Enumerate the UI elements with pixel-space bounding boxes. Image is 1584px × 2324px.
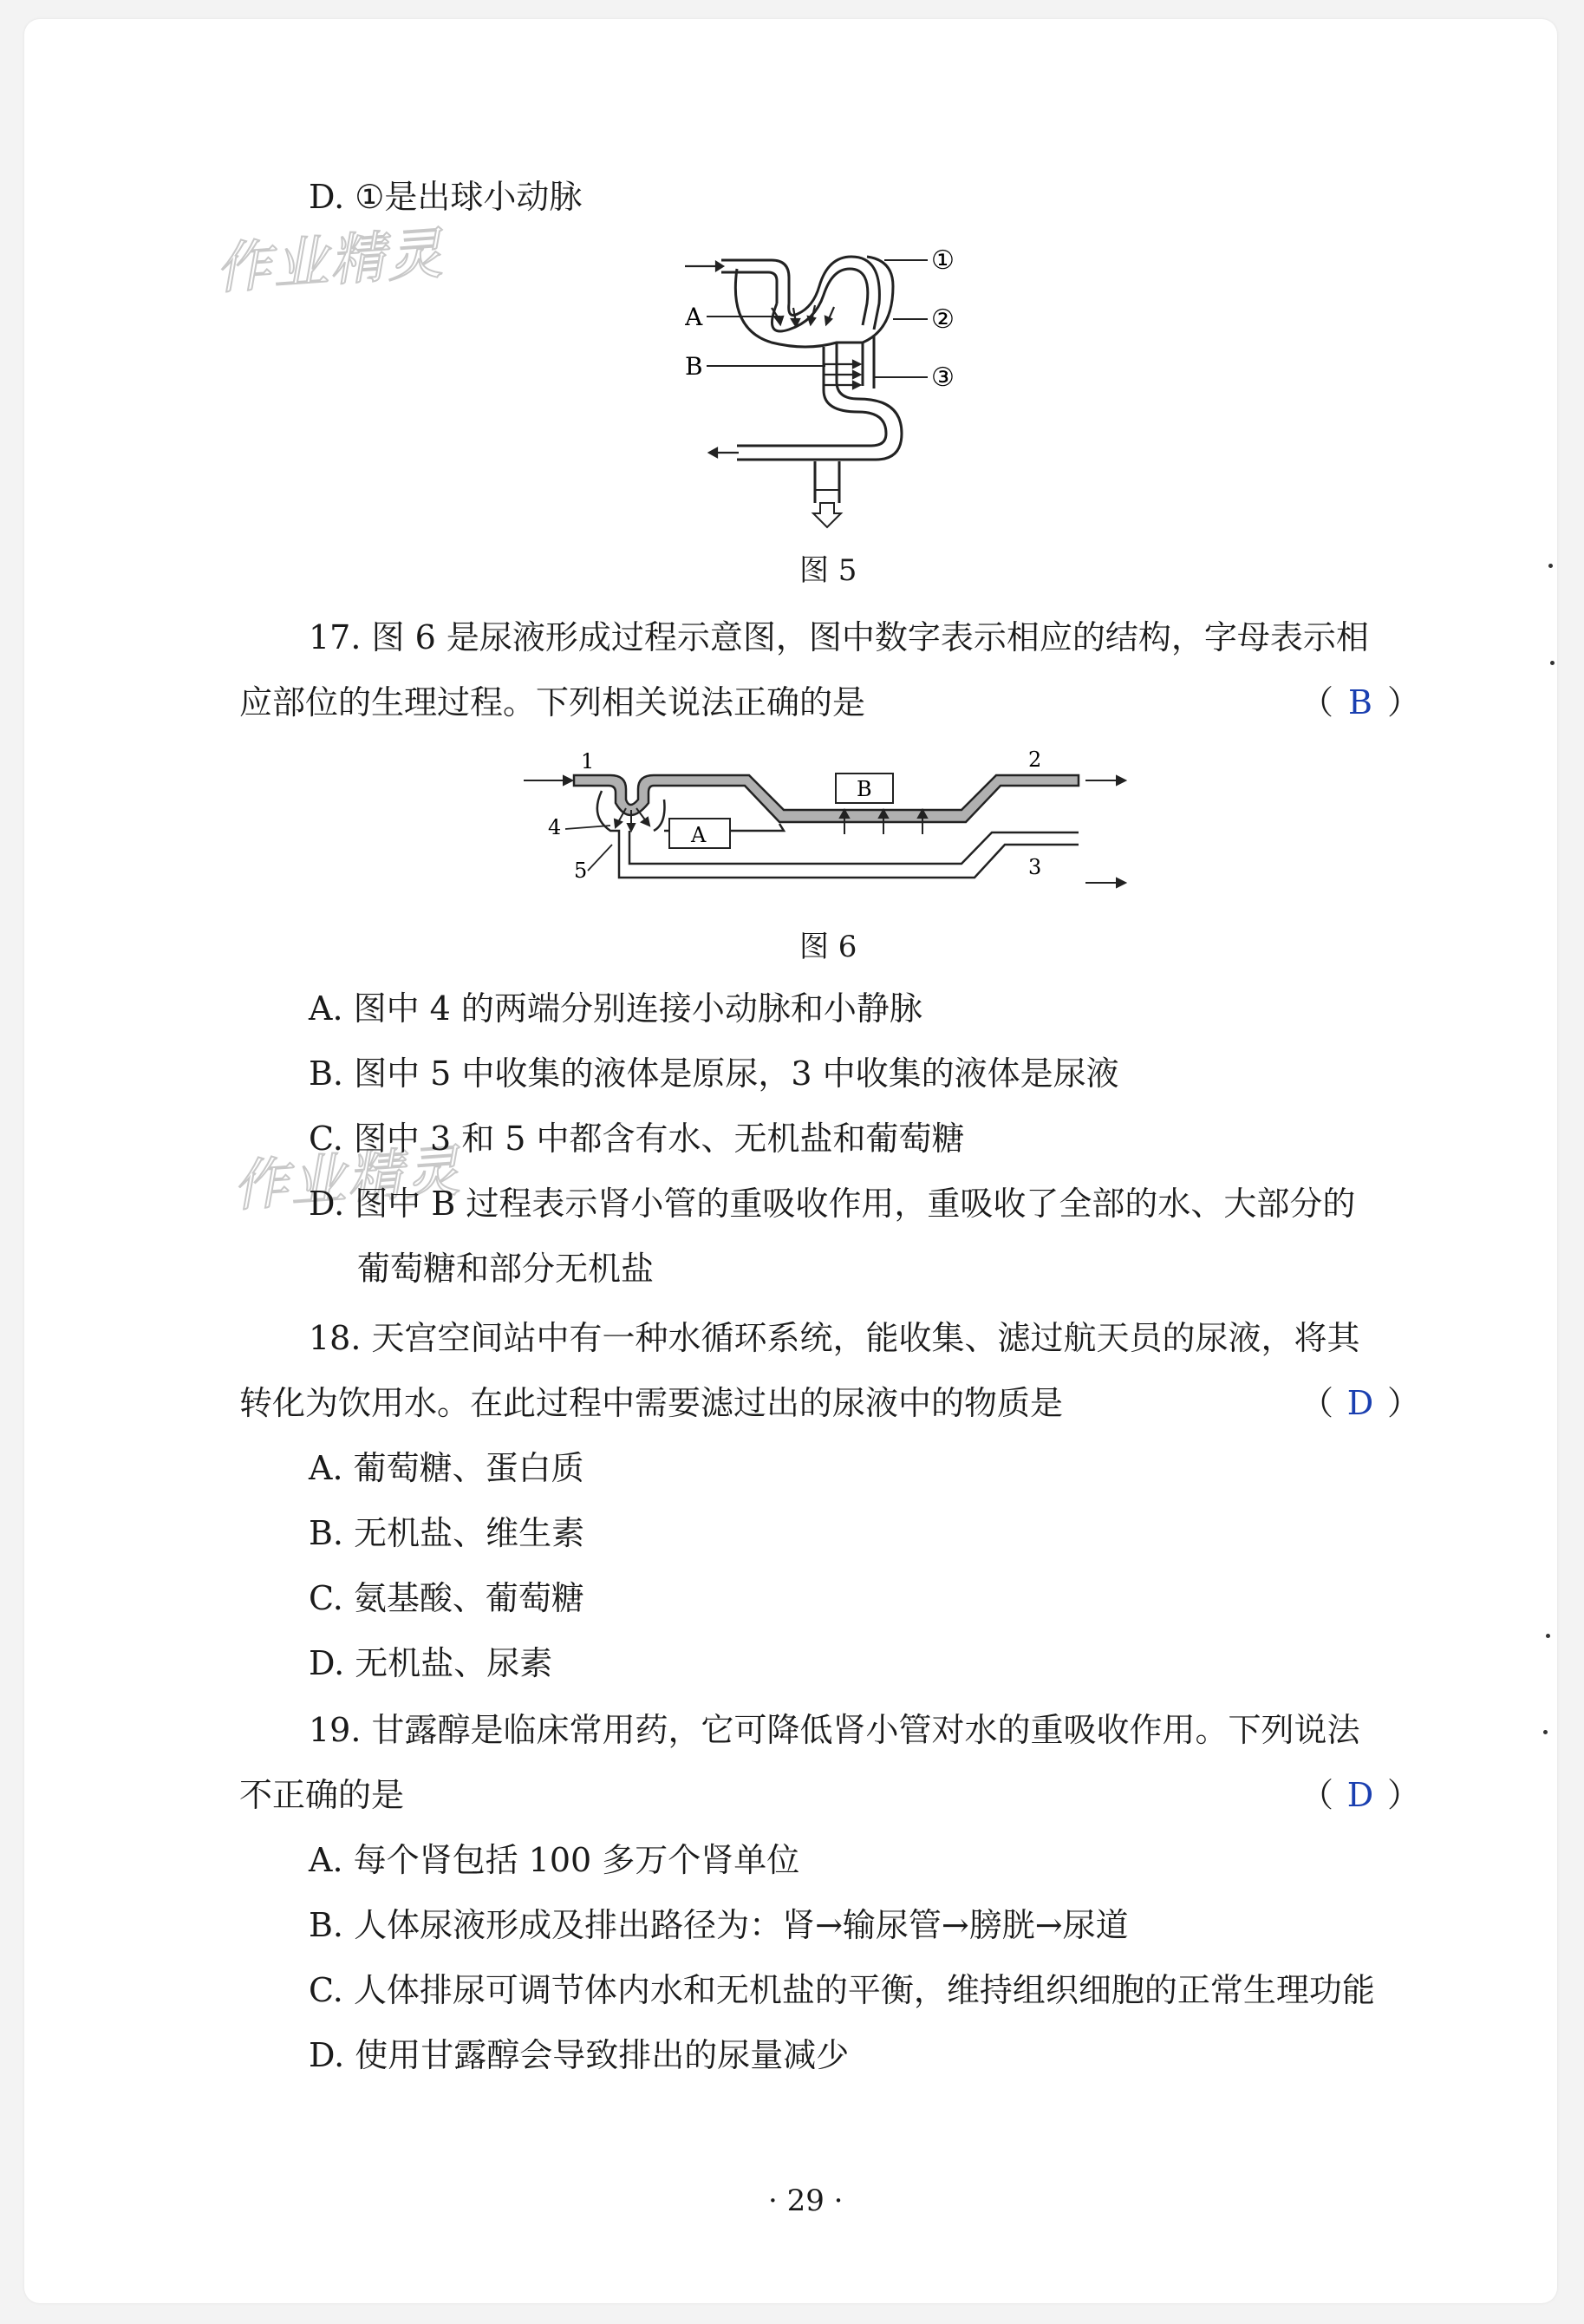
scan-speck [1550, 661, 1555, 665]
figure-6-caption: 图 6 [799, 930, 857, 964]
q17-option-a: A. 图中 4 的两端分别连接小动脉和小静脉 [309, 989, 922, 1028]
q17-option-d-line-1: D. 图中 B 过程表示肾小管的重吸收作用，重吸收了全部的水、大部分的 [309, 1185, 1356, 1223]
fig5-label-2: ② [931, 304, 955, 335]
watermark: 作业精灵 [231, 1139, 464, 1220]
figure-5-diagram [685, 234, 971, 529]
q19-option-a: A. 每个肾包括 100 多万个肾单位 [309, 1841, 800, 1879]
q17-answer: B [1348, 683, 1372, 721]
fig5-label-1: ① [931, 245, 955, 276]
q17-option-d-line-2: 葡萄糖和部分无机盐 [357, 1250, 655, 1288]
paren-close: ） [1387, 1384, 1421, 1422]
q18-answer: D [1346, 1384, 1374, 1422]
fig6-label-5: 5 [574, 858, 588, 883]
scan-speck [1543, 1730, 1548, 1734]
paren-close: ） [1387, 1776, 1421, 1814]
page-number: · 29 · [768, 2184, 844, 2218]
q19-answer: D [1346, 1776, 1374, 1814]
q19-stem-line-2: 不正确的是 [239, 1776, 405, 1814]
fig5-label-a: A [685, 303, 703, 331]
paren-open: （ [1300, 683, 1334, 721]
watermark: 作业精灵 [213, 221, 447, 303]
scan-speck [1548, 564, 1553, 568]
afferent-arteriole [721, 260, 789, 304]
paren-open: （ [1300, 1384, 1334, 1422]
q19-option-d: D. 使用甘露醇会导致排出的尿量减少 [309, 2036, 850, 2074]
q17-option-b: B. 图中 5 中收集的液体是原尿，3 中收集的液体是尿液 [309, 1054, 1119, 1093]
q19-option-c: C. 人体排尿可调节体内水和无机盐的平衡，维持组织细胞的正常生理功能 [309, 1971, 1375, 2009]
figure-5-caption: 图 5 [799, 553, 857, 588]
paren-close: ） [1387, 683, 1421, 721]
q18-option-a: A. 葡萄糖、蛋白质 [309, 1449, 584, 1487]
fig5-label-b: B [685, 352, 703, 381]
q18-option-b: B. 无机盐、维生素 [309, 1514, 585, 1552]
renal-tubule [737, 343, 902, 460]
q18-stem-line-2: 转化为饮用水。在此过程中需要滤过出的尿液中的物质是 [239, 1384, 1064, 1422]
q18-option-c: C. 氨基酸、葡萄糖 [309, 1579, 584, 1617]
q18-answer-bracket [1300, 1381, 1420, 1425]
glomerulus [772, 269, 867, 331]
fig6-label-1: 1 [581, 749, 595, 774]
fig6-label-a: A [691, 823, 707, 847]
fig5-label-3: ③ [931, 362, 955, 393]
fig6-label-4: 4 [548, 815, 562, 839]
q19-answer-bracket [1300, 1773, 1420, 1817]
collecting-duct [815, 461, 839, 503]
q18-stem-line-1: 18. 天宫空间站中有一种水循环系统，能收集、滤过航天员的尿液，将其 [309, 1319, 1360, 1357]
scan-speck [1546, 1634, 1550, 1638]
q19-option-b: B. 人体尿液形成及排出路径为：肾→输尿管→膀胱→尿道 [309, 1906, 1129, 1944]
fig6-label-b: B [857, 777, 872, 801]
q17-stem-line-1: 17. 图 6 是尿液形成过程示意图，图中数字表示相应的结构，字母表示相 [309, 618, 1369, 656]
fig6-label-3: 3 [1028, 855, 1042, 879]
paren-open: （ [1300, 1776, 1334, 1814]
q17-stem-line-2: 应部位的生理过程。下列相关说法正确的是 [239, 683, 866, 721]
fig6-vessel [574, 775, 1079, 822]
figure-6-diagram [524, 747, 1131, 904]
bowman-capsule [735, 257, 893, 347]
q19-stem-line-1: 19. 甘露醇是临床常用药，它可降低肾小管对水的重吸收作用。下列说法 [309, 1711, 1360, 1749]
q17-option-c: C. 图中 3 和 5 中都含有水、无机盐和葡萄糖 [309, 1120, 965, 1158]
q16-option-d: D. ①是出球小动脉 [309, 178, 583, 216]
q17-answer-bracket [1300, 681, 1420, 724]
fig6-label-2: 2 [1028, 747, 1042, 772]
q18-option-d: D. 无机盐、尿素 [309, 1644, 553, 1682]
